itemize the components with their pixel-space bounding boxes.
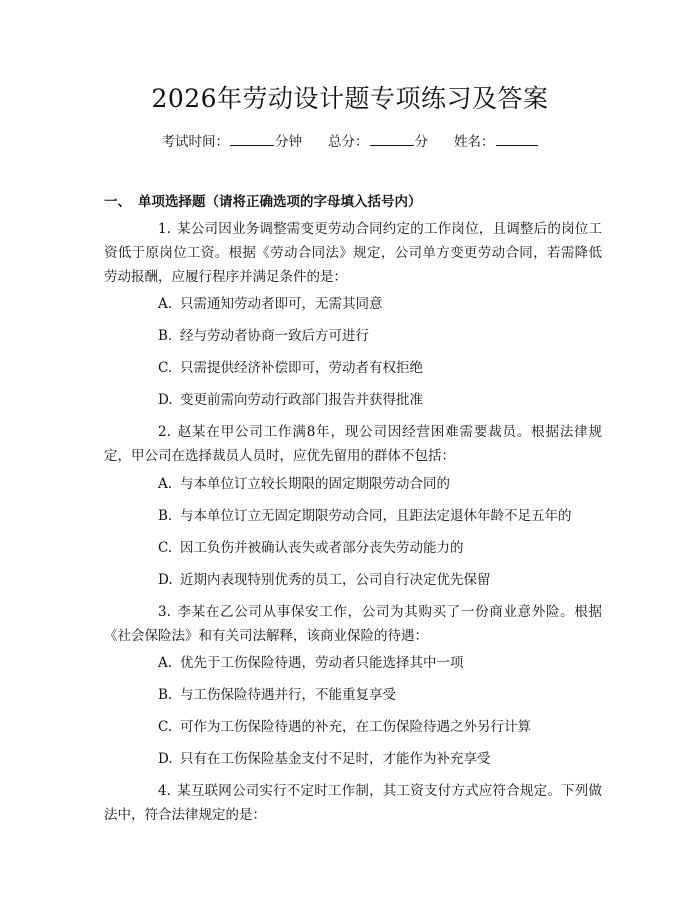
option-letter: C.: [158, 540, 173, 556]
option-letter: A.: [158, 296, 173, 312]
question-2-option-d: [158, 570, 491, 590]
question-number: 2.: [158, 424, 171, 440]
question-2: [104, 420, 602, 468]
option-letter: D.: [158, 392, 173, 408]
question-2-option-b: [158, 506, 572, 526]
question-3: [104, 600, 602, 648]
option-text: 与工伤保险待遇并行，不能重复享受: [180, 687, 396, 703]
question-text: 赵某在甲公司工作满8年，现公司因经营困难需要裁员。根据法律规定，甲公司在选择裁员人员时，应优先留用的群体不包括：: [104, 424, 602, 464]
question-1-option-a: [158, 294, 383, 314]
section-number: 一、: [104, 194, 131, 210]
question-1: [104, 217, 602, 289]
option-text: 变更前需向劳动行政部门报告并获得批准: [180, 392, 423, 408]
option-text: 只有在工伤保险基金支付不足时，才能作为补充享受: [180, 751, 491, 767]
time-blank: [230, 131, 274, 146]
section-heading: [104, 192, 422, 212]
score-blank: [370, 131, 414, 146]
option-letter: B.: [158, 508, 173, 524]
question-3-option-c: [158, 717, 531, 737]
option-letter: A.: [158, 476, 173, 492]
page-title: 2026年劳动设计题专项练习及答案: [151, 84, 549, 113]
question-4: [104, 779, 602, 827]
question-text: 某互联网公司实行不定时工作制，其工资支付方式应符合规定。下列做法中，符合法律规定的是：: [104, 783, 602, 823]
option-letter: D.: [158, 751, 173, 767]
time-unit: 分钟: [275, 134, 302, 150]
question-2-option-a: [158, 474, 450, 494]
question-1-option-b: [158, 326, 369, 346]
question-3-option-d: [158, 749, 491, 769]
option-text: 只需通知劳动者即可，无需其同意: [180, 296, 383, 312]
score-label: 总分：: [328, 134, 369, 150]
option-text: 经与劳动者协商一致后方可进行: [180, 328, 369, 344]
question-1-option-c: [158, 358, 423, 378]
question-text: 李某在乙公司从事保安工作，公司为其购买了一份商业意外险。根据《社会保险法》和有关司法解释，该商业保险的待遇：: [104, 604, 602, 644]
question-2-option-c: [158, 538, 464, 558]
name-blank: [496, 131, 538, 146]
question-1-option-d: [158, 390, 423, 410]
option-letter: C.: [158, 719, 173, 735]
option-text: 只需提供经济补偿即可，劳动者有权拒绝: [180, 360, 423, 376]
question-text: 某公司因业务调整需变更劳动合同约定的工作岗位，且调整后的岗位工资低于原岗位工资。根据《劳动合同法》规定，公司单方变更劳动合同，若需降低劳动报酬，应履行程序并满足条件的是：: [104, 221, 602, 285]
question-number: 1.: [158, 221, 171, 237]
exam-info-line: [0, 131, 700, 152]
question-3-option-b: [158, 685, 396, 705]
option-text: 因工负伤并被确认丧失或者部分丧失劳动能力的: [180, 540, 464, 556]
option-text: 与本单位订立无固定期限劳动合同，且距法定退休年龄不足五年的: [180, 508, 572, 524]
option-letter: B.: [158, 687, 173, 703]
option-letter: D.: [158, 572, 173, 588]
name-label: 姓名：: [454, 134, 495, 150]
option-letter: C.: [158, 360, 173, 376]
section-title: 单项选择题（请将正确选项的字母填入括号内）: [138, 194, 422, 210]
option-text: 可作为工伤保险待遇的补充，在工伤保险待遇之外另行计算: [180, 719, 531, 735]
question-3-option-a: [158, 653, 464, 673]
question-number: 3.: [158, 604, 171, 620]
option-text: 与本单位订立较长期限的固定期限劳动合同的: [180, 476, 450, 492]
option-text: 优先于工伤保险待遇，劳动者只能选择其中一项: [180, 655, 464, 671]
option-letter: B.: [158, 328, 173, 344]
time-label: 考试时间：: [161, 134, 229, 150]
score-unit: 分: [414, 134, 428, 150]
option-text: 近期内表现特别优秀的员工，公司自行决定优先保留: [180, 572, 491, 588]
question-number: 4.: [158, 783, 171, 799]
option-letter: A.: [158, 655, 173, 671]
